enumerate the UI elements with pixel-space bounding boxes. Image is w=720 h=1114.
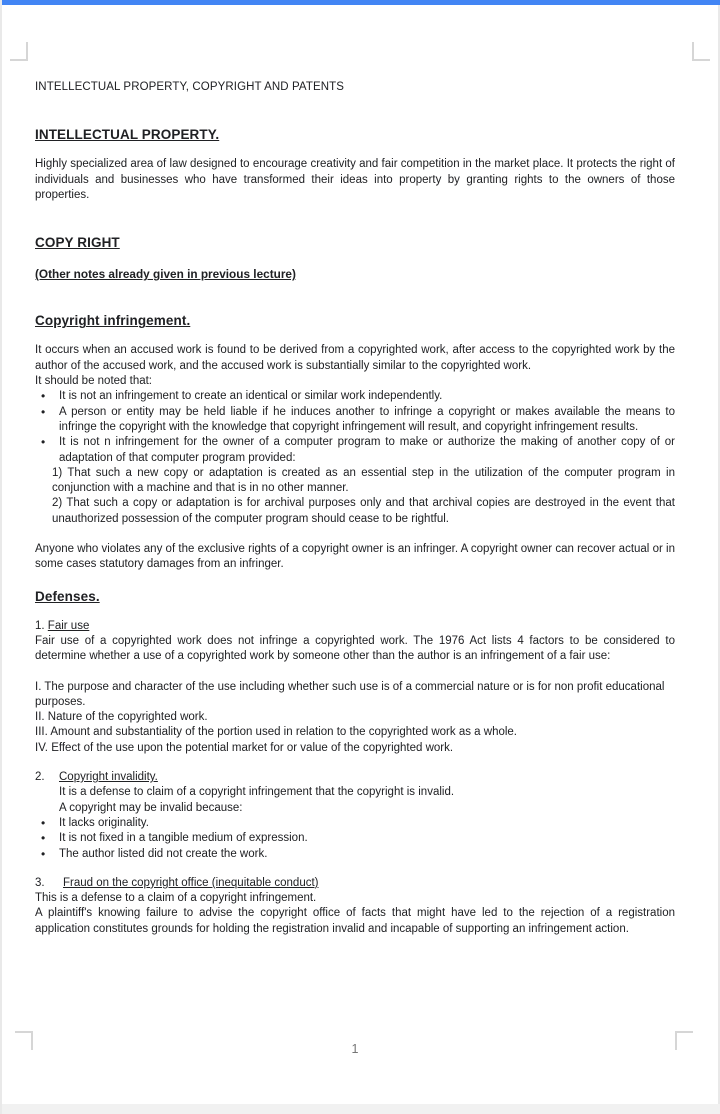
paragraph-infringement-intro: It occurs when an accused work is found to be derived from a copyrighted work, after access to the copyrighted work by the author of the accused work, and the accused work is substantially similar to the copyrighted work. <box>35 344 675 372</box>
defense-title: Fair use <box>47 619 90 632</box>
fraud-line: This is a defense to a claim of a copyright infringement. <box>35 892 317 905</box>
bullet-item: • It is not fixed in a tangible medium of expression. <box>35 831 675 846</box>
invalidity-line: It is a defense to claim of a copyright infringement that the copyright is invalid. <box>59 786 455 799</box>
document-content <box>2 0 720 937</box>
bullet-item: • It lacks originality. <box>35 816 675 831</box>
paragraph-fair-use: Fair use of a copyrighted work does not infringe a copyrighted work. The 1976 Act lists 4 factors to be considered to determine whether a use of a copyrighted work by someone other than the author is an infringement of a fair use: <box>35 634 675 663</box>
paragraph-fraud: A plaintiff's knowing failure to advise the copyright office of facts that might have led to the rejection of a registration application constitutes grounds for holding the registration invalid and incapable of supporting an infringement action. <box>35 907 675 935</box>
bullet-item: • The author listed did not create the work. <box>35 847 675 862</box>
bottom-strip <box>2 1104 720 1114</box>
defense-title: Copyright invalidity. <box>59 771 158 784</box>
heading-copy-right: COPY RIGHT <box>35 235 120 251</box>
proviso-item: 1) That such a new copy or adaptation is created as an essential step in the utilization of the computer program in conjunction with a machine and that is in no other manner. <box>52 466 675 495</box>
fair-use-factors <box>35 680 675 756</box>
page-number: 1 <box>351 1042 359 1056</box>
invalidity-line: A copyright may be invalid because: <box>59 801 243 814</box>
defense-item-fair-use <box>35 619 675 634</box>
proviso-item: 2) That such a copy or adaptation is for archival purposes only and that archival copies are destroyed in the event that unauthorized possession of the computer program should cease to be rightful. <box>52 497 675 525</box>
defense-title: Fraud on the copyright office (inequitable conduct) <box>63 876 319 889</box>
document-title: INTELLECTUAL PROPERTY, COPYRIGHT AND PATENTS <box>35 81 345 93</box>
factor-item: II. Nature of the copyrighted work. <box>35 711 208 724</box>
defense-item-fraud <box>35 876 675 891</box>
heading-intellectual-property: INTELLECTUAL PROPERTY. <box>35 127 220 143</box>
defense-number: 3. <box>35 876 45 889</box>
defense-number: 2. <box>35 771 45 784</box>
paragraph-intellectual-property: Highly specialized area of law designed to encourage creativity and fair competition in the market place. It protects the right of individuals and businesses who have transformed their ideas into property by granting rights to the owners of those properties. <box>35 158 675 201</box>
infringement-note-label: It should be noted that: <box>35 375 153 388</box>
bullet-item: • It is not an infringement to create an identical or similar work independently. <box>35 389 675 404</box>
copyright-note: (Other notes already given in previous lecture) <box>35 267 296 282</box>
heading-defenses: Defenses. <box>35 588 100 604</box>
paragraph-infringement-closing: Anyone who violates any of the exclusive rights of a copyright owner is an infringer. A copyright owner can recover actual or in some cases statutory damages from an infringer. <box>35 543 675 571</box>
factor-item: IV. Effect of the use upon the potential market for or value of the copyrighted work. <box>35 741 454 754</box>
heading-copyright-infringement: Copyright infringement. <box>35 313 191 329</box>
factor-item: III. Amount and substantiality of the portion used in relation to the copyrighted work as a whole. <box>35 726 518 739</box>
defense-number: 1. <box>35 619 45 632</box>
bullet-item: • A person or entity may be held liable if he induces another to infringe a copyright or makes available the means to infringe the copyright with the knowledge that copyright infringement will result, and copyright infringement results. <box>35 405 675 436</box>
defense-item-invalidity <box>35 770 675 785</box>
bullet-item: • It is not n infringement for the owner of a computer program to make or authorize the making of another copy of or adaptation of that computer program provided: <box>35 435 675 466</box>
factor-item: I. The purpose and character of the use including whether such use is of a commercial nature or is for non profit educational purposes. <box>35 680 665 708</box>
